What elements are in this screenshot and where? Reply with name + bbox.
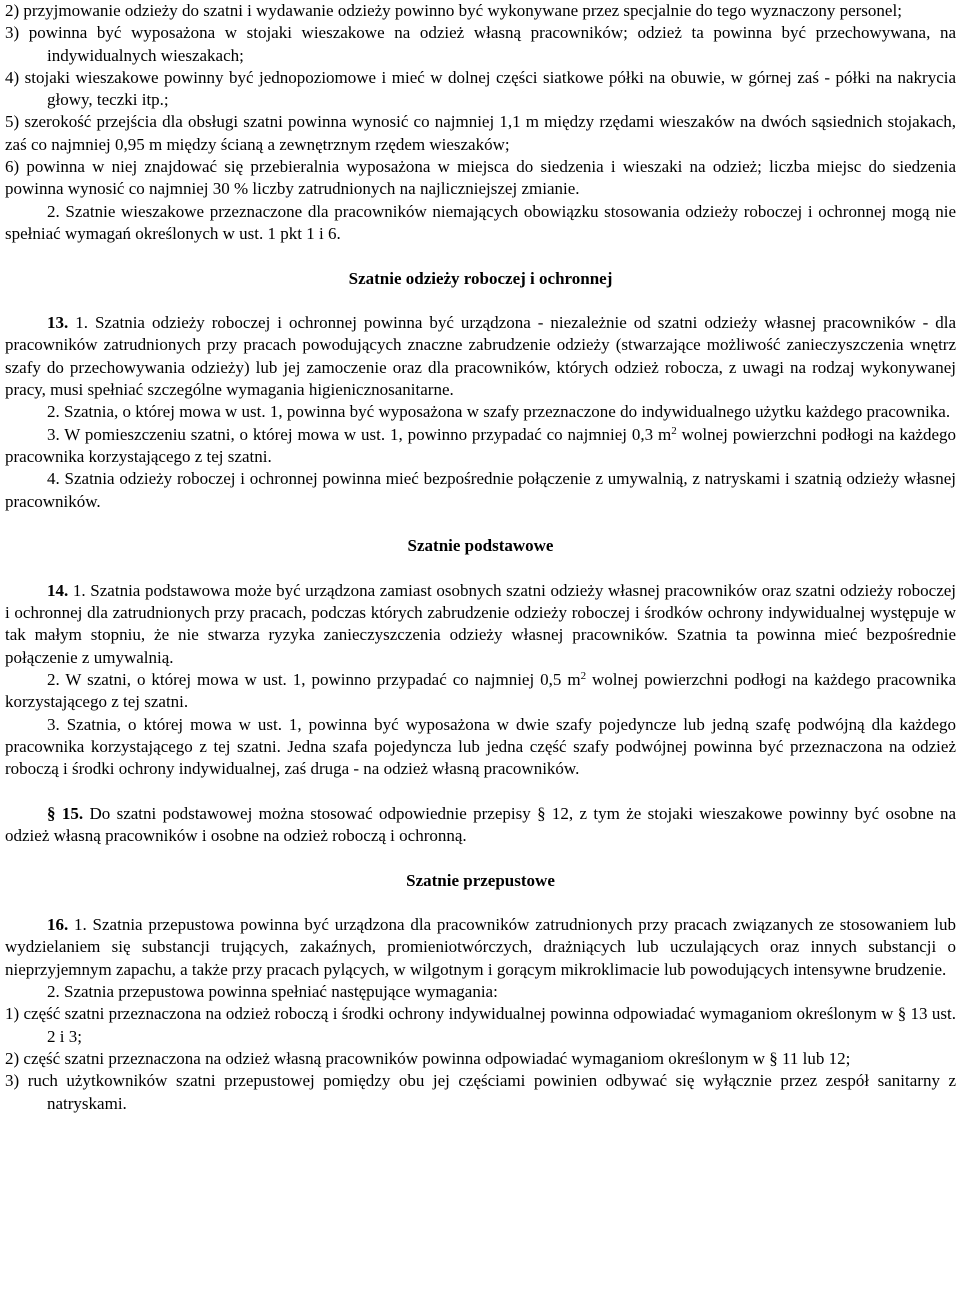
list-item-text: powinna w niej znajdować się przebieralnia wyposażona w miejsca do siedzenia i wieszaki na odzież; liczba miejsc do siedzenia powinna wynosić co najmniej 30 % liczby zatrudnionych na najliczniejszej zmianie.	[5, 157, 957, 199]
list-item-number: 3)	[5, 23, 20, 43]
section-number: 13.	[47, 313, 69, 333]
list-item-text: przyjmowanie odzieży do szatni i wydawanie odzieży powinno być wykonywane przez specjalnie do tego wyznaczony personel;	[23, 1, 902, 20]
list-item-text: stojaki wieszakowe powinny być jednopoziomowe i mieć w dolnej części siatkowe półki na obuwie, w górnej zaś - półki na nakrycia głowy, teczki itp.;	[24, 67, 957, 110]
section-number: 16.	[47, 915, 69, 935]
section-heading: Szatnie podstawowe	[407, 536, 554, 556]
paragraph: 3. Szatnia, o której mowa w ust. 1, powinna być wyposażona w dwie szafy pojedyncze lub jedną szafę podwójną dla każdego pracownika korzystającego z tej szatni. Jedna szafa pojedyncza lub jedna część szafy podwójnej powinna być przeznaczona na odzież roboczą i środki ochrony indywidualnej, zaś druga - na odzież własną pracowników.	[5, 714, 956, 779]
paragraph: 2. Szatnie wieszakowe przeznaczone dla pracowników niemających obowiązku stosowania odzieży roboczej i ochronnej mogą nie spełniać wymagań określonych w ust. 1 pkt 1 i 6.	[5, 201, 956, 243]
superscript: 2	[580, 669, 587, 682]
list-item-number: 3)	[5, 1071, 20, 1091]
list-item	[5, 1048, 956, 1070]
document-page	[5, 0, 956, 1115]
list-item-number: 2)	[5, 1048, 20, 1068]
list-item-text: szerokość przejścia dla obsługi szatni powinna wynosić co najmniej 1,1 m między rzędami wieszaków na dwóch sąsiednich stojakach, zaś co najmniej 0,95 m między ścianą a zewnętrznym rzędem wieszaków;	[5, 112, 956, 154]
list-item-text: część szatni przeznaczona na odzież roboczą i środki ochrony indywidualnej powinna odpowiadać wymaganiom określonym w § 13 ust. 2 i 3;	[23, 1004, 956, 1046]
list-item	[5, 22, 956, 67]
section-paragraph: 14. 1. Szatnia podstawowa może być urządzona zamiast osobnych szatni odzieży własnej pracowników oraz szatni odzieży roboczej i ochronnej dla zatrudnionych przy pracach, podczas których zabrudzenie odzieży roboczej i środków ochrony indywidualnej występuje w tak małym stopniu, że nie stwarza ryzyka zanieczyszczenia odzieży własnej pracowników. Szatnia ta powinna mieć bezpośrednie połączenie z umywalnią.	[5, 580, 957, 667]
list-item-text: powinna być wyposażona w stojaki wieszakowe na odzież własną pracowników; odzież ta powinna być przechowywana, na indywidualnych wieszakach;	[28, 23, 956, 65]
list-item	[5, 0, 956, 22]
list-item-text: ruch użytkowników szatni przepustowej pomiędzy obu jej częściami powinien odbywać się wyłącznie przez zespół sanitarny z natryskami.	[27, 1071, 957, 1113]
list-item	[5, 67, 956, 112]
list-item-number: 1)	[5, 1004, 20, 1024]
list-item	[5, 1070, 956, 1115]
list-item-number: 4)	[5, 67, 20, 87]
section-heading: Szatnie przepustowe	[406, 870, 555, 890]
section-number: 14.	[47, 580, 69, 600]
list-item-number: 5)	[5, 112, 20, 132]
paragraph: 2. Szatnia przepustowa powinna spełniać następujące wymagania:	[47, 982, 498, 1002]
section-paragraph: 16. 1. Szatnia przepustowa powinna być urządzona dla pracowników zatrudnionych przy pracach związanych ze stosowaniem lub wydzielaniem się substancji trujących, zakaźnych, promieniotwórczych, drażniących lub uczulających oraz innych substancji o nieprzyjemnym zapachu, a także przy pracach pylących, w wilgotnym i gorącym mikroklimacie lub powodujących intensywne brudzenie.	[5, 915, 956, 979]
section-heading: Szatnie odzieży roboczej i ochronnej	[348, 268, 613, 288]
list-item-number: 6)	[5, 157, 20, 177]
list-item-number: 2)	[5, 1, 20, 20]
paragraph: 2. Szatnia, o której mowa w ust. 1, powinna być wyposażona w szafy przeznaczone do indywidualnego użytku każdego pracownika.	[47, 402, 951, 422]
list-item	[5, 111, 956, 156]
section-paragraph: § 15. Do szatni podstawowej można stosować odpowiednie przepisy § 12, z tym że stojaki wieszakowe powinny być osobne na odzież własną pracowników i osobne na odzież roboczą i ochronną.	[5, 803, 957, 845]
paragraph: 3. W pomieszczeniu szatni, o której mowa w ust. 1, powinno przypadać co najmniej 0,3 $m^2$ wolnej powierzchni podłogi na każdego pracownika korzystającego z tej szatni.	[5, 424, 956, 466]
section-sign: §	[47, 803, 56, 823]
list-item	[5, 156, 956, 201]
list-item	[5, 1003, 956, 1048]
paragraph: 4. Szatnia odzieży roboczej i ochronnej powinna mieć bezpośrednie połączenie z umywalnią, z natryskami i szatnią odzieży własnej pracowników.	[5, 469, 956, 511]
list-item-text: część szatni przeznaczona na odzież własną pracowników powinna odpowiadać wymaganiom określonym w § 11 lub 12;	[23, 1048, 851, 1068]
superscript: 2	[671, 424, 677, 437]
section-number: 15.	[61, 803, 84, 823]
section-paragraph: 13. 1. Szatnia odzieży roboczej i ochronnej powinna być urządzona - niezależnie od szatni odzieży własnej pracowników - dla pracowników zatrudnionych przy pracach powodujących znaczne zabrudzenie odzieży (stwarzające możliwość zanieczyszczenia wnętrz szafy do przechowywania odzieży) lub jej zamoczenie oraz dla pracowników, których odzież robocza, z uwagi na rodzaj wykonywanej pracy, musi spełniać szczególne wymagania higienicznosanitarne.	[5, 313, 956, 400]
paragraph: 2. W szatni, o której mowa w ust. 1, powinno przypadać co najmniej 0,5 $m^2$ wolnej powierzchni podłogi na każdego pracownika korzystającego z tej szatni.	[5, 669, 957, 712]
